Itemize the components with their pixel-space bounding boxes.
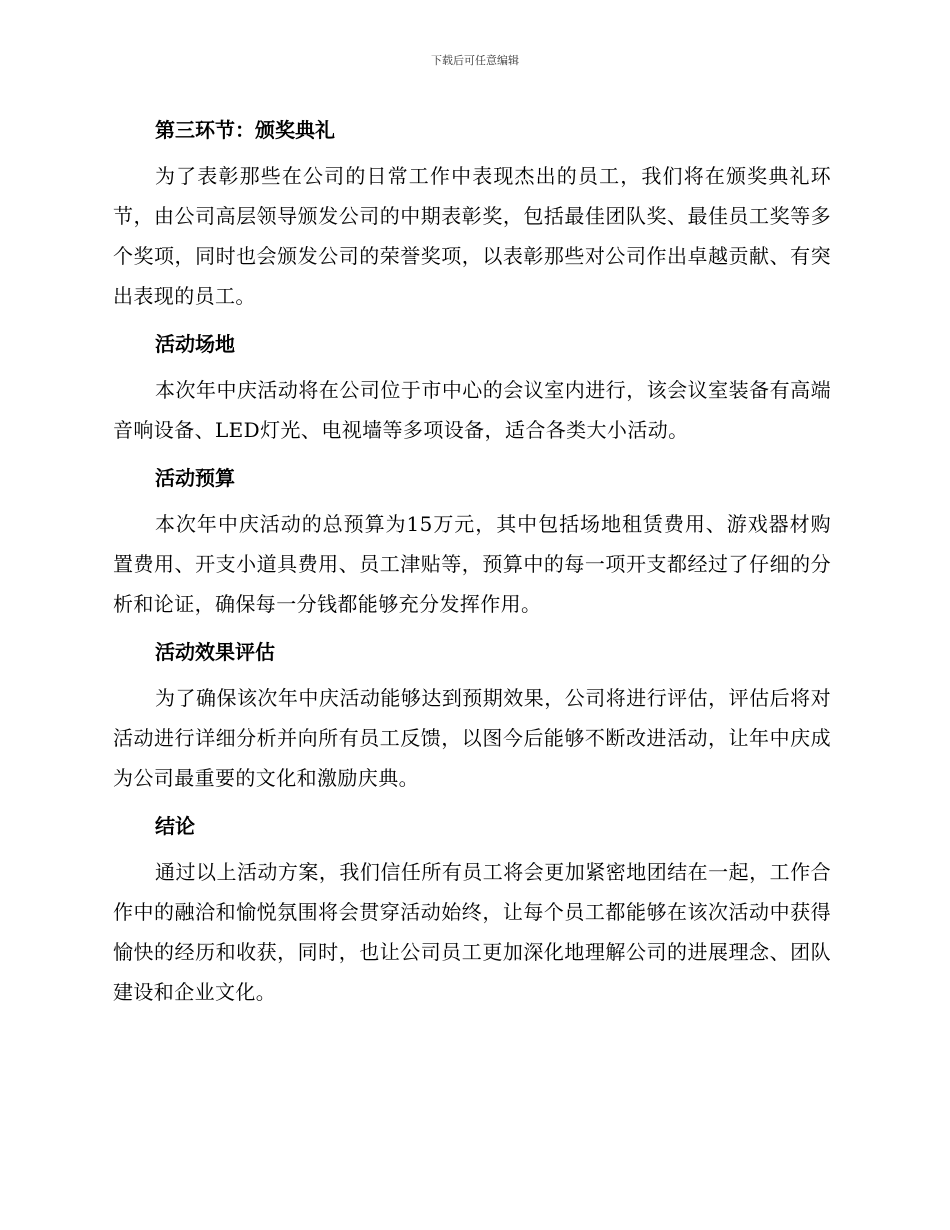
paragraph-evaluation: 为了确保该次年中庆活动能够达到预期效果，公司将进行评估，评估后将对活动进行详细分析并向所有员工反馈，以图今后能够不断改进活动，让年中庆成为公司最重要的文化和激励庆典。 xyxy=(113,686,831,790)
paragraph-conclusion: 通过以上活动方案，我们信任所有员工将会更加紧密地团结在一起，工作合作中的融洽和愉悦氛围将会贯穿活动始终，让每个员工都能够在该次活动中获得愉快的经历和收获，同时，也让公司员工更加深化地理解公司的进展理念、团队建设和企业文化。 xyxy=(113,860,831,1004)
section-heading-venue: 活动场地 xyxy=(155,332,235,356)
paragraph-venue: 本次年中庆活动将在公司位于市中心的会议室内进行，该会议室装备有高端音响设备、LED灯光、电视墙等多项设备，适合各类大小活动。 xyxy=(113,378,831,442)
section-heading-award-ceremony: 第三环节：颁奖典礼 xyxy=(155,118,335,142)
paragraph-budget: 本次年中庆活动的总预算为15万元，其中包括场地租赁费用、游戏器材购置费用、开支小道具费用、员工津贴等，预算中的每一项开支都经过了仔细的分析和论证，确保每一分钱都能够充分发挥作用。 xyxy=(113,512,831,616)
paragraph-award-ceremony: 为了表彰那些在公司的日常工作中表现杰出的员工，我们将在颁奖典礼环节，由公司高层领导颁发公司的中期表彰奖，包括最佳团队奖、最佳员工奖等多个奖项，同时也会颁发公司的荣誉奖项，以表彰那些对公司作出卓越贡献、有突出表现的员工。 xyxy=(113,164,831,308)
section-heading-conclusion: 结论 xyxy=(155,814,195,838)
section-heading-budget: 活动预算 xyxy=(155,466,235,490)
page-header-note: 下载后可任意编辑 xyxy=(431,54,519,67)
document-body xyxy=(113,110,831,1020)
section-heading-evaluation: 活动效果评估 xyxy=(155,640,275,664)
